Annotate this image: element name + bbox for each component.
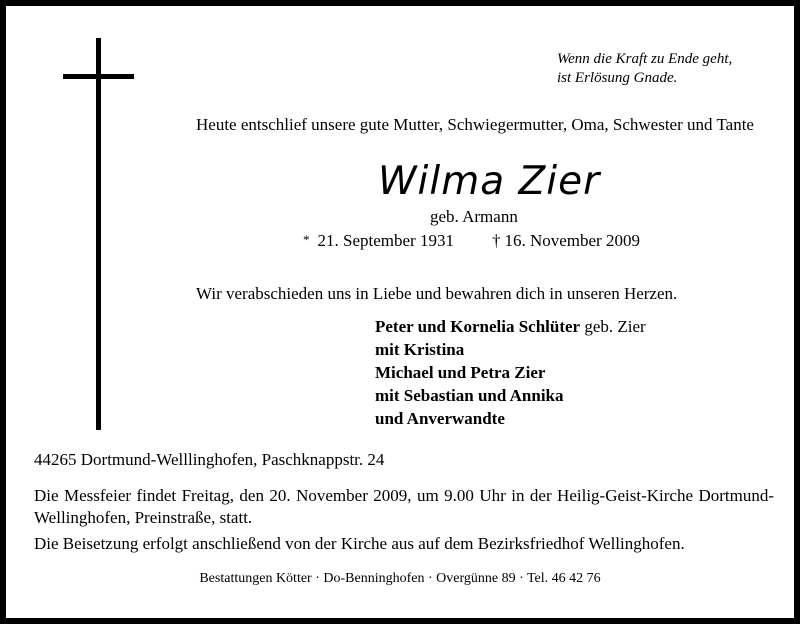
family-line-2: mit Kristina bbox=[375, 340, 465, 359]
motto-line-2: ist Erlösung Gnade. bbox=[557, 70, 678, 86]
birth-date: 21. September 1931 bbox=[317, 231, 454, 250]
intro-text: Heute entschlief unsere gute Mutter, Schwiegermutter, Oma, Schwester und Tante bbox=[196, 115, 754, 134]
mass-info: Die Messfeier findet Freitag, den 20. November 2009, um 9.00 Uhr in der Heilig-Geist-Kirche Dortmund-Wellinghofen, Preinstraße, statt. bbox=[34, 486, 774, 527]
motto-quote bbox=[557, 50, 732, 88]
family-line-4: mit Sebastian und Annika bbox=[375, 386, 564, 405]
family-line-1 bbox=[375, 315, 646, 338]
death-dagger-icon: † bbox=[491, 231, 501, 250]
burial-info: Die Beisetzung erfolgt anschließend von der Kirche aus auf dem Bezirksfriedhof Wellinghofen. bbox=[34, 534, 685, 553]
family-address: 44265 Dortmund-Welllinghofen, Paschknappstr. 24 bbox=[34, 450, 385, 469]
maiden-name: geb. Armann bbox=[430, 207, 518, 226]
family-line-1-maiden: geb. Zier bbox=[584, 317, 646, 336]
death-date: 16. November 2009 bbox=[504, 231, 640, 250]
life-dates bbox=[303, 229, 640, 252]
cross-horizontal-bar bbox=[63, 74, 134, 79]
farewell-text: Wir verabschieden uns in Liebe und bewahren dich in unseren Herzen. bbox=[196, 284, 678, 303]
motto-line-1: Wenn die Kraft zu Ende geht, bbox=[557, 51, 733, 67]
family-line-5: und Anverwandte bbox=[375, 409, 505, 428]
deceased-name: Wilma Zier bbox=[378, 159, 601, 204]
undertaker-footer: Bestattungen Kötter · Do-Benninghofen · Overgünne 89 · Tel. 46 42 76 bbox=[199, 571, 601, 586]
family-line-3: Michael und Petra Zier bbox=[375, 363, 546, 382]
cross-vertical-bar bbox=[96, 38, 101, 430]
family-signatures bbox=[375, 315, 646, 430]
birth-star-icon: * bbox=[303, 232, 310, 247]
family-line-1-names: Peter und Kornelia Schlüter bbox=[375, 317, 581, 336]
